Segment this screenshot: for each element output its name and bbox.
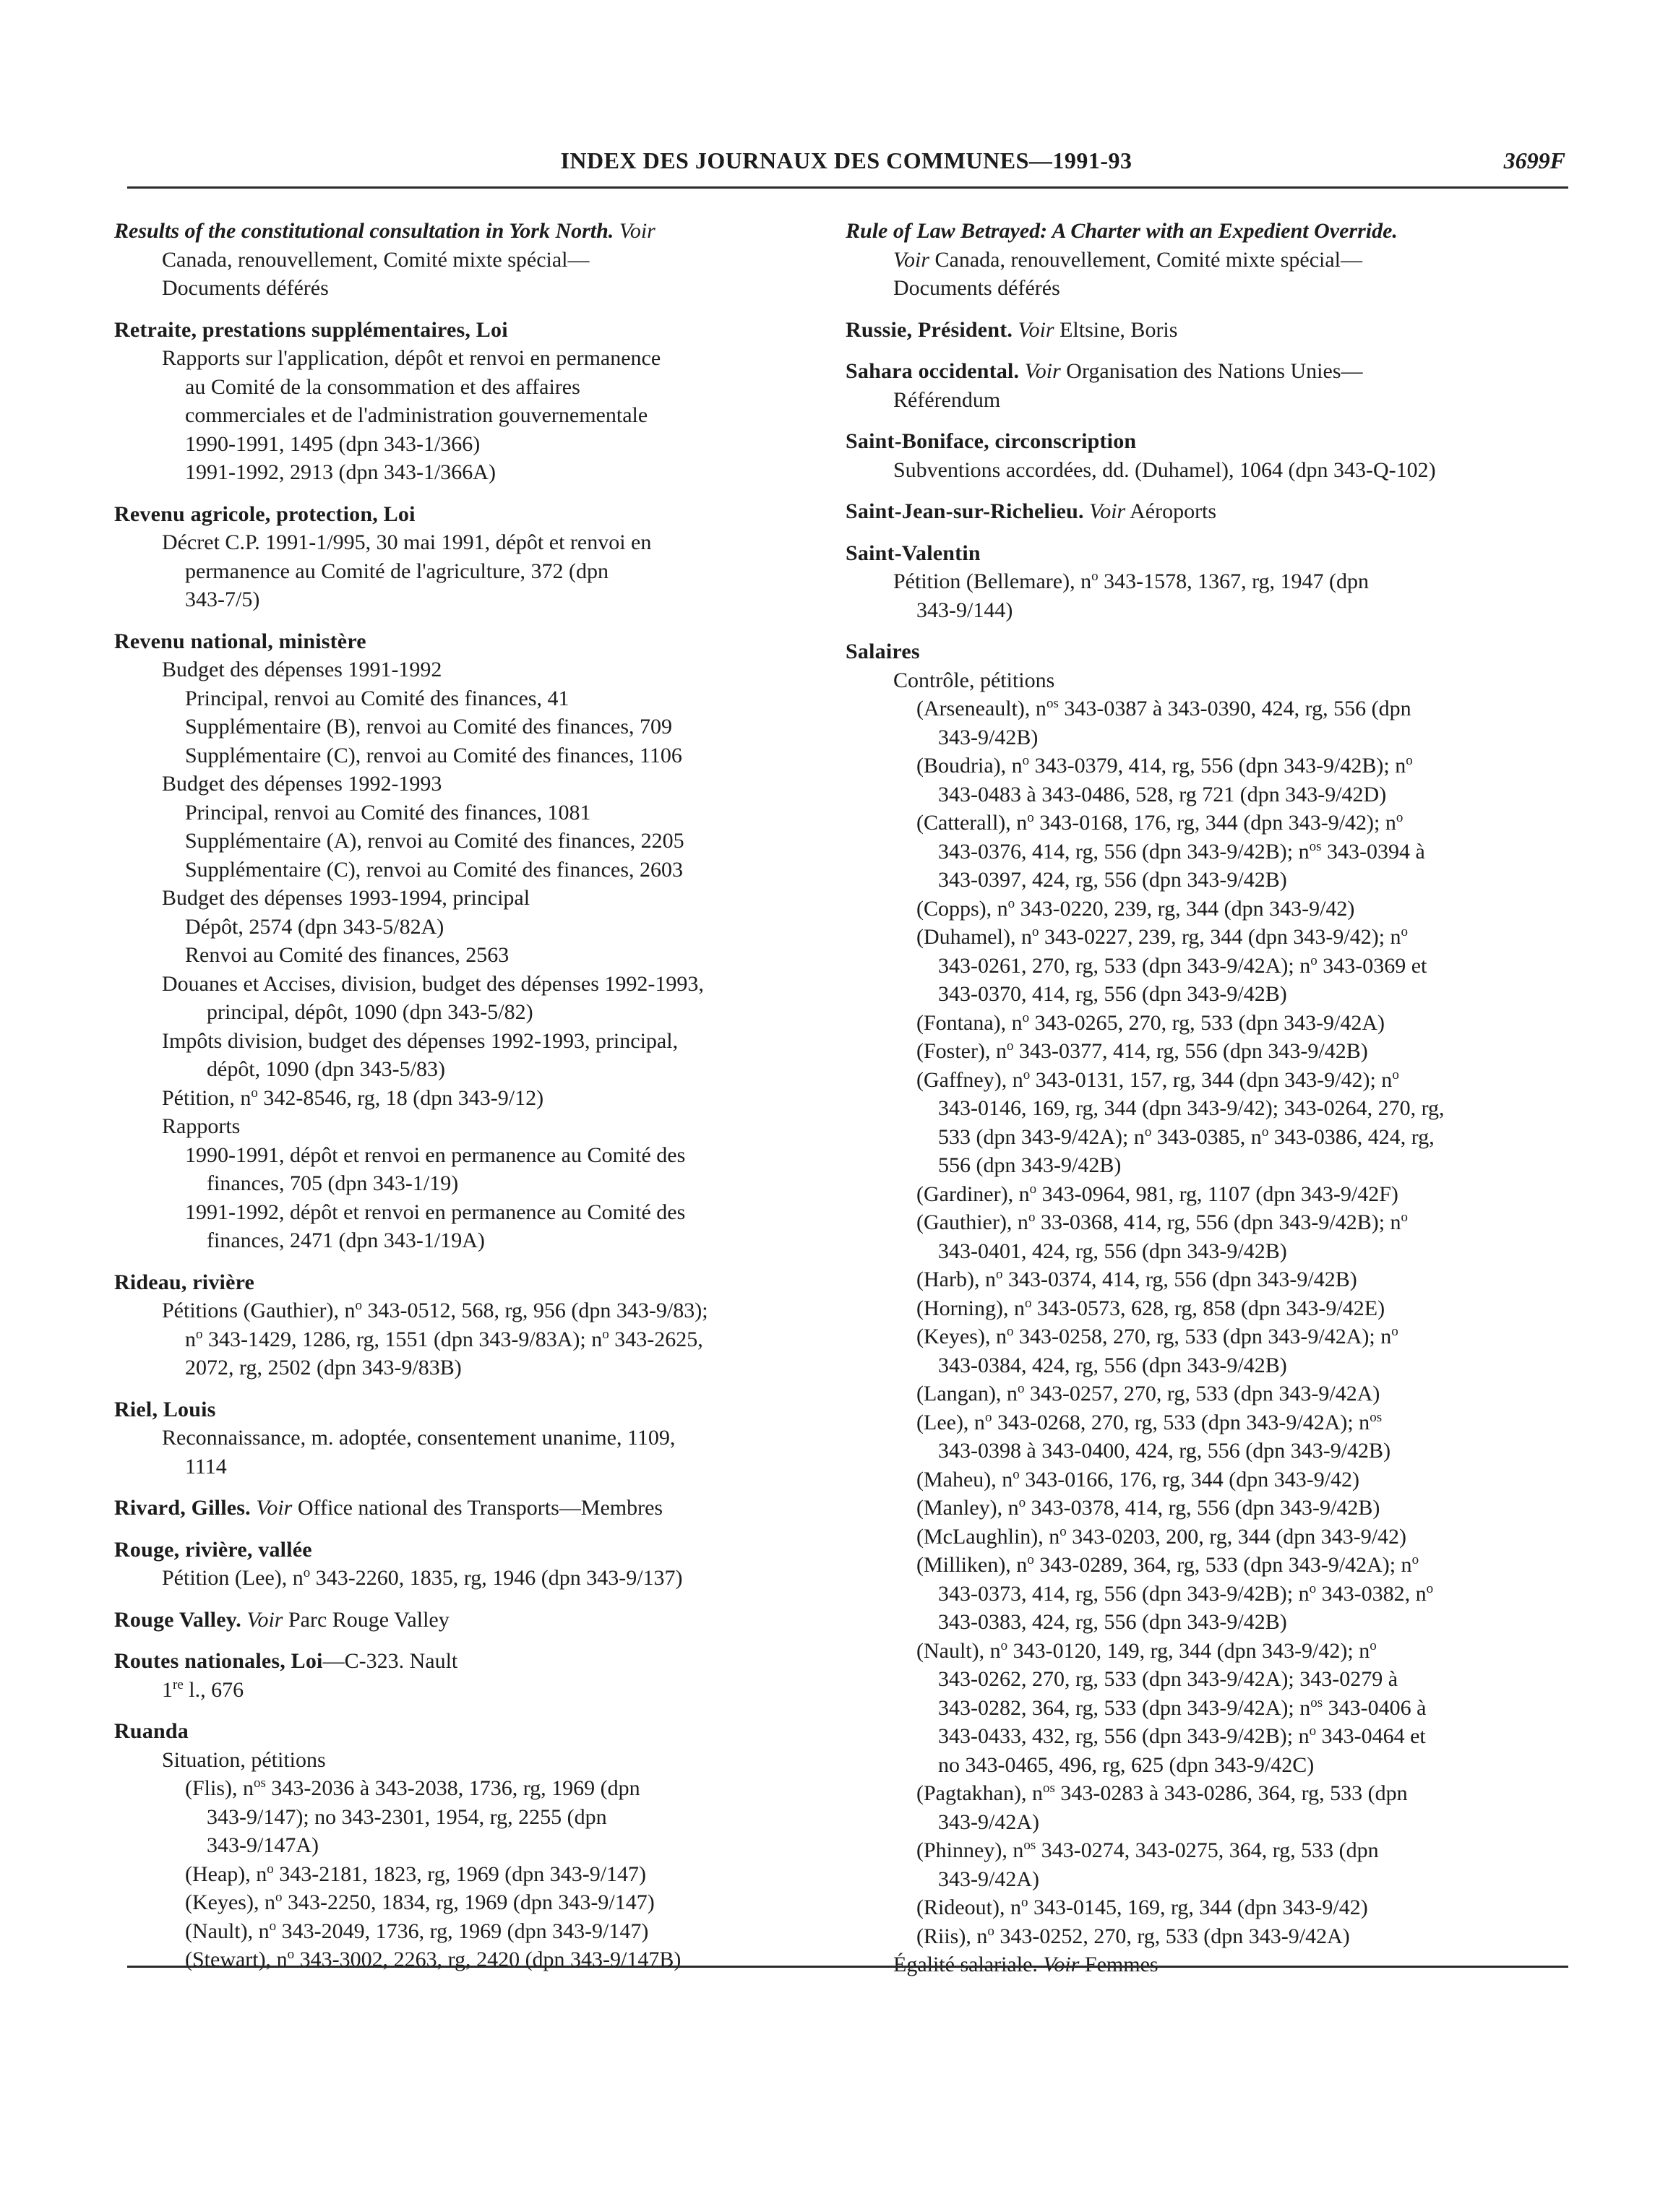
entry-line: Pétition (Bellemare), $n^o$ 343-1578, 1367, rg, 1947 (dpn (893, 569, 1370, 593)
index-entry (846, 637, 1583, 1979)
entry-line: Principal, renvoi au Comité des finances, 1081 (185, 800, 591, 825)
index-entry (114, 1494, 808, 1523)
entry-line: Pétition (Lee), $n^o$ 343-2260, 1835, rg, 1946 (dpn 343-9/137) (162, 1565, 683, 1590)
index-entry (114, 627, 808, 1255)
entry-line: (Copps), $n^o$ 343-0220, 239, rg, 344 (dpn 343-9/42) (916, 895, 1355, 921)
entry-line: 343-7/5) (185, 588, 260, 611)
entry-heading: Ruanda (114, 1719, 189, 1743)
index-entry (846, 316, 1583, 345)
voir-reference: Voir (256, 1496, 293, 1520)
right-column (846, 217, 1583, 1992)
entry-line: Eltsine, Boris (1059, 317, 1178, 342)
entry-line: (Phinney), $n^{os}$ 343-0274, 343-0275, 364, rg, 533 (dpn (916, 1838, 1379, 1862)
index-entry (114, 1606, 808, 1635)
entry-line: Subventions accordées, dd. (Duhamel), 1064 (dpn 343-Q-102) (893, 457, 1436, 482)
entry-line: 343-9/147); no 343-2301, 1954, rg, 2255 (dpn (207, 1804, 607, 1829)
index-entry (846, 539, 1583, 625)
voir-reference: Voir (1089, 499, 1126, 523)
entry-line: finances, 705 (dpn 343-1/19) (207, 1171, 459, 1195)
entry-line: (Milliken), $n^o$ 343-0289, 364, rg, 533 (dpn 343-9/42A); $n^o$ (916, 1552, 1419, 1577)
entry-line: (Langan), $n^o$ 343-0257, 270, rg, 533 (dpn 343-9/42A) (916, 1381, 1380, 1406)
index-entry (114, 217, 808, 303)
entry-heading: Rideau, rivière (114, 1270, 255, 1294)
voir-reference: Voir (246, 1607, 283, 1632)
voir-reference: Voir (1018, 317, 1054, 342)
page-number: 3699F (1503, 147, 1565, 173)
entry-line: (Riis), $n^o$ 343-0252, 270, rg, 533 (dpn 343-9/42A) (916, 1923, 1350, 1948)
entry-line: (Harb), $n^o$ 343-0374, 414, rg, 556 (dpn 343-9/42B) (916, 1267, 1357, 1291)
entry-line: Canada, renouvellement, Comité mixte spécial— (934, 247, 1363, 272)
entry-line: no 343-0465, 496, rg, 625 (dpn 343-9/42C) (938, 1752, 1315, 1777)
entry-line: Décret C.P. 1991-1/995, 30 mai 1991, dépôt et renvoi en (162, 530, 652, 554)
entry-line: 1re l., 676 (162, 1677, 244, 1702)
index-entry (114, 1395, 808, 1481)
entry-line: Dépôt, 2574 (dpn 343-5/82A) (185, 914, 444, 939)
footer-divider (127, 1966, 1568, 1968)
entry-line: (Lee), $n^o$ 343-0268, 270, rg, 533 (dpn 343-9/42A); $n^{os}$ (916, 1409, 1383, 1434)
entry-heading: Riel, Louis (114, 1397, 216, 1421)
entry-line: Impôts division, budget des dépenses 1992-1993, principal, (162, 1028, 679, 1053)
entry-line: 343-0262, 270, rg, 533 (dpn 343-9/42A); 343-0279 à (938, 1667, 1398, 1691)
entry-line: 1990-1991, 1495 (dpn 343-1/366) (185, 431, 481, 456)
left-column (114, 217, 808, 1987)
entry-line: (Arseneault), $n^{os}$ 343-0387 à 343-0390, 424, rg, 556 (dpn (916, 696, 1411, 720)
entry-line: 343-9/147A) (207, 1833, 319, 1857)
entry-line: Principal, renvoi au Comité des finances, 41 (185, 686, 569, 710)
entry-line: Organisation des Nations Unies— (1066, 359, 1363, 383)
entry-line: Douanes et Accises, division, budget des dépenses 1992-1993, (162, 971, 704, 996)
entry-line: (Nault), $n^o$ 343-2049, 1736, rg, 1969 (dpn 343-9/147) (185, 1918, 649, 1943)
entry-line: (Flis), $n^{os}$ 343-2036 à 343-2038, 1736, rg, 1969 (dpn (185, 1776, 640, 1800)
entry-line: 2072, rg, 2502 (dpn 343-9/83B) (185, 1356, 462, 1380)
entry-line: dépôt, 1090 (dpn 343-5/83) (207, 1057, 445, 1081)
entry-line: (Duhamel), $n^o$ 343-0227, 239, rg, 344 (dpn 343-9/42); $n^o$ (916, 924, 1409, 949)
entry-line: 1990-1991, dépôt et renvoi en permanence au Comité des (185, 1142, 686, 1167)
page-header (127, 142, 1565, 185)
entry-line: permanence au Comité de l'agriculture, 372 (dpn (185, 559, 609, 583)
entry-heading: Saint-Valentin (846, 541, 981, 565)
entry-line: Supplémentaire (C), renvoi au Comité des finances, 1106 (185, 743, 682, 767)
entry-line: Parc Rouge Valley (288, 1607, 450, 1632)
entry-line: (Gardiner), $n^o$ 343-0964, 981, rg, 1107 (dpn 343-9/42F) (916, 1181, 1398, 1206)
entry-line: 343-0261, 270, rg, 533 (dpn 343-9/42A); $n^o$ 343-0369 et (938, 952, 1427, 978)
entry-heading: Salaires (846, 640, 920, 663)
entry-line: Budget des dépenses 1993-1994, principal (162, 886, 530, 910)
entry-line: 343-0398 à 343-0400, 424, rg, 556 (dpn 343-9/42B) (938, 1439, 1391, 1463)
index-entry (114, 1268, 808, 1382)
entry-line: —C-323. Nault (322, 1649, 458, 1673)
voir-reference: Voir (1043, 1953, 1080, 1976)
index-entry (114, 1647, 808, 1704)
entry-heading: Rouge Valley. (114, 1607, 241, 1632)
entry-line: 343-0483 à 343-0486, 528, rg 721 (dpn 343-9/42D) (938, 782, 1387, 806)
entry-line: (Heap), $n^o$ 343-2181, 1823, rg, 1969 (dpn 343-9/147) (185, 1861, 647, 1886)
index-entry (114, 1717, 808, 1974)
entry-title: Results of the constitutional consultation in York North. (114, 219, 614, 243)
voir-reference: Voir (1024, 359, 1061, 383)
entry-line: Supplémentaire (A), renvoi au Comité des finances, 2205 (185, 829, 684, 853)
entry-line: 556 (dpn 343-9/42B) (938, 1153, 1122, 1177)
entry-line: $n^o$ 343-1429, 1286, rg, 1551 (dpn 343-9/83A); $n^o$ 343-2625, (185, 1326, 703, 1351)
index-entry (846, 217, 1583, 303)
entry-line: Pétition, $n^o$ 342-8546, rg, 18 (dpn 343-9/12) (162, 1085, 544, 1110)
voir-reference: Voir (893, 247, 930, 272)
entry-line: 343-9/42B) (938, 725, 1039, 749)
entry-line: Contrôle, pétitions (893, 668, 1055, 692)
entry-line: finances, 2471 (dpn 343-1/19A) (207, 1228, 485, 1252)
entry-line: Égalité salariale. Voir Femmes (893, 1953, 1158, 1976)
index-entry (114, 316, 808, 487)
entry-line: (Gaffney), $n^o$ 343-0131, 157, rg, 344 (dpn 343-9/42); $n^o$ (916, 1067, 1399, 1092)
entry-line: 343-0383, 424, rg, 556 (dpn 343-9/42B) (938, 1610, 1287, 1634)
entry-line: 343-0282, 364, rg, 533 (dpn 343-9/42A); $n^{os}$ 343-0406 à (938, 1695, 1427, 1720)
index-entry (114, 500, 808, 614)
index-entry (114, 1536, 808, 1593)
entry-line: Renvoi au Comité des finances, 2563 (185, 943, 510, 967)
entry-line: (Maheu), $n^o$ 343-0166, 176, rg, 344 (dpn 343-9/42) (916, 1466, 1360, 1492)
entry-line: (Nault), $n^o$ 343-0120, 149, rg, 344 (dpn 343-9/42); $n^o$ (916, 1638, 1377, 1663)
entry-line: commerciales et de l'administration gouvernementale (185, 403, 648, 427)
entry-line: 343-0401, 424, rg, 556 (dpn 343-9/42B) (938, 1239, 1287, 1263)
entry-line: Office national des Transports—Membres (297, 1496, 663, 1520)
entry-line: 1991-1992, 2913 (dpn 343-1/366A) (185, 460, 496, 484)
entry-line: 343-0397, 424, rg, 556 (dpn 343-9/42B) (938, 868, 1287, 892)
entry-line: 343-9/42A) (938, 1867, 1039, 1891)
page-title: INDEX DES JOURNAUX DES COMMUNES—1991-93 (560, 147, 1132, 173)
entry-line: (Catterall), $n^o$ 343-0168, 176, rg, 344 (dpn 343-9/42); $n^o$ (916, 810, 1403, 835)
entry-line: (Pagtakhan), $n^{os}$ 343-0283 à 343-0286, 364, rg, 533 (dpn (916, 1781, 1408, 1805)
entry-line: Budget des dépenses 1991-1992 (162, 658, 442, 681)
index-entry (846, 497, 1583, 526)
entry-line: (McLaughlin), $n^o$ 343-0203, 200, rg, 344 (dpn 343-9/42) (916, 1523, 1407, 1549)
entry-line: (Keyes), $n^o$ 343-2250, 1834, rg, 1969 (dpn 343-9/147) (185, 1890, 655, 1914)
entry-heading: Retraite, prestations supplémentaires, Loi (114, 317, 508, 342)
voir-reference: Voir (619, 219, 655, 243)
entry-line: 533 (dpn 343-9/42A); $n^o$ 343-0385, $n^o$ 343-0386, 424, rg, (938, 1124, 1435, 1149)
entry-line: 343-0373, 414, rg, 556 (dpn 343-9/42B); $n^o$ 343-0382, $n^o$ (938, 1580, 1434, 1606)
entry-line: 1114 (185, 1454, 227, 1479)
entry-line: (Foster), $n^o$ 343-0377, 414, rg, 556 (dpn 343-9/42B) (916, 1038, 1368, 1063)
entry-line: au Comité de la consommation et des affaires (185, 374, 580, 399)
entry-line: Rapports (162, 1114, 241, 1138)
entry-line: Supplémentaire (C), renvoi au Comité des finances, 2603 (185, 857, 683, 882)
entry-line: Supplémentaire (B), renvoi au Comité des finances, 709 (185, 715, 672, 739)
entry-line: (Gauthier), $n^o$ 33-0368, 414, rg, 556 (dpn 343-9/42B); $n^o$ (916, 1210, 1409, 1234)
entry-line: 343-0384, 424, rg, 556 (dpn 343-9/42B) (938, 1353, 1287, 1377)
entry-line: 343-0370, 414, rg, 556 (dpn 343-9/42B) (938, 982, 1287, 1006)
index-entry (846, 427, 1583, 484)
entry-line: 343-9/42A) (938, 1809, 1039, 1834)
entry-line: Canada, renouvellement, Comité mixte spécial— (162, 247, 590, 272)
entry-heading: Revenu national, ministère (114, 629, 366, 653)
entry-line: principal, dépôt, 1090 (dpn 343-5/82) (207, 1000, 533, 1024)
entry-line: Aéroports (1130, 499, 1217, 523)
entry-heading: Rouge, rivière, vallée (114, 1537, 312, 1562)
entry-line: Référendum (893, 387, 1001, 412)
entry-title: Rule of Law Betrayed: A Charter with an Expedient Override. (846, 219, 1398, 243)
entry-line: (Rideout), $n^o$ 343-0145, 169, rg, 344 (dpn 343-9/42) (916, 1895, 1368, 1919)
entry-line: 343-0146, 169, rg, 344 (dpn 343-9/42); 343-0264, 270, rg, (938, 1096, 1445, 1120)
entry-line: Budget des dépenses 1992-1993 (162, 772, 442, 796)
entry-line: Pétitions (Gauthier), $n^o$ 343-0512, 568, rg, 956 (dpn 343-9/83); (162, 1298, 708, 1322)
entry-line: Documents déférés (893, 276, 1060, 300)
entry-heading: Russie, Président. (846, 317, 1013, 342)
entry-line: 343-0433, 432, rg, 556 (dpn 343-9/42B); $n^o$ 343-0464 et (938, 1723, 1426, 1748)
entry-line: 1991-1992, dépôt et renvoi en permanence au Comité des (185, 1200, 686, 1224)
entry-line: Situation, pétitions (162, 1747, 326, 1772)
entry-heading: Rivard, Gilles. (114, 1496, 251, 1520)
entry-line: Reconnaissance, m. adoptée, consentement unanime, 1109, (162, 1426, 676, 1450)
entry-heading: Saint-Jean-sur-Richelieu. (846, 499, 1084, 523)
entry-line: (Keyes), $n^o$ 343-0258, 270, rg, 533 (dpn 343-9/42A); $n^o$ (916, 1324, 1398, 1348)
entry-line: Documents déférés (162, 276, 329, 300)
entry-line: 343-0376, 414, rg, 556 (dpn 343-9/42B); $n^{os}$ 343-0394 à (938, 838, 1425, 864)
entry-line: (Horning), $n^o$ 343-0573, 628, rg, 858 (dpn 343-9/42E) (916, 1295, 1385, 1320)
entry-line: 343-9/144) (916, 598, 1013, 622)
entry-line: (Fontana), $n^o$ 343-0265, 270, rg, 533 (dpn 343-9/42A) (916, 1010, 1385, 1035)
entry-heading: Sahara occidental. (846, 359, 1020, 383)
entry-heading: Routes nationales, Loi (114, 1649, 323, 1673)
entry-heading: Revenu agricole, protection, Loi (114, 502, 416, 526)
entry-heading: Saint-Boniface, circonscription (846, 429, 1137, 453)
entry-line: (Manley), $n^o$ 343-0378, 414, rg, 556 (dpn 343-9/42B) (916, 1495, 1380, 1520)
header-divider (127, 186, 1568, 189)
entry-line: Rapports sur l'application, dépôt et renvoi en permanence (162, 346, 661, 370)
index-entry (846, 357, 1583, 414)
entry-line: (Boudria), $n^o$ 343-0379, 414, rg, 556 (dpn 343-9/42B); $n^o$ (916, 753, 1413, 778)
entry-line: (Stewart), $n^o$ 343-3002, 2263, rg, 2420 (dpn 343-9/147B) (185, 1947, 682, 1971)
